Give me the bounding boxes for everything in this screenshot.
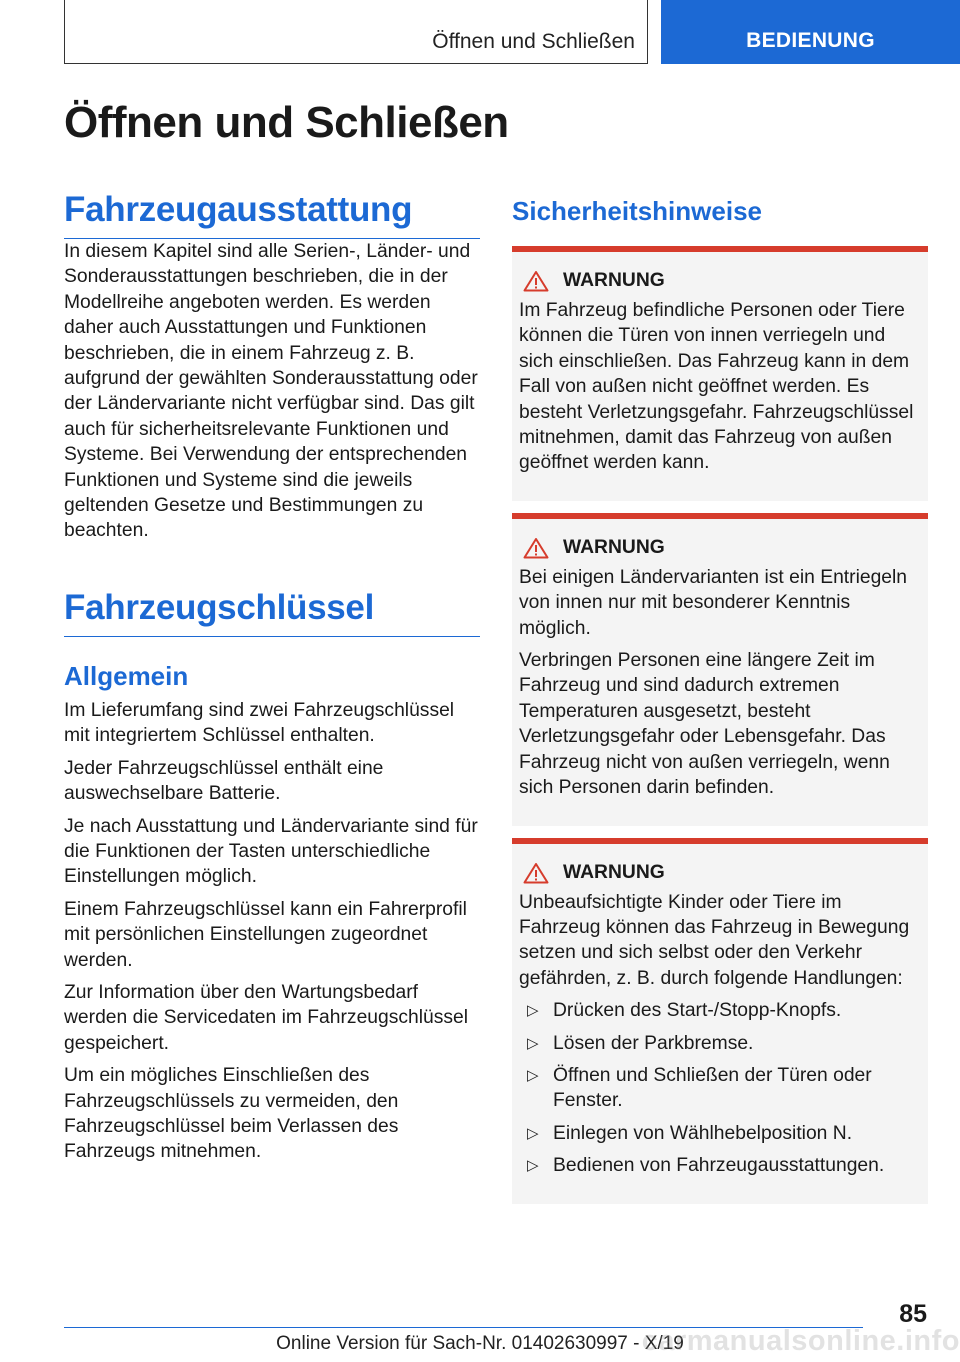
list-item-text: Drücken des Start-/Stopp-Knopfs.: [553, 1000, 842, 1022]
paragraph: Im Lieferumfang sind zwei Fahrzeugschlüssel mit integriertem Schlüssel enthalten.: [64, 699, 455, 747]
heading-fahrzeugausstattung: Fahrzeugausstattung: [64, 190, 480, 239]
list-item: [519, 1153, 922, 1178]
bullet-triangle-icon: ▷: [527, 1157, 539, 1175]
list-item-text: Bedienen von Fahrzeugausstattungen.: [553, 1155, 885, 1177]
heading-sicherheitshinweise: Sicherheitshinweise: [512, 196, 762, 226]
list-item-text: Öffnen und Schließen der Türen oder Fenster.: [553, 1064, 872, 1112]
header-chapter-title: Öffnen und Schließen: [432, 30, 635, 53]
fahrzeugausstattung-text: In diesem Kapitel sind alle Serien-, Länder- und Sonderausstattungen beschrieben, die in der Modellreihe angeboten werden. Es werden daher auch Ausstattungen und Funktionen beschrieben, die in einem Fahrzeug z. B. aufgrund der gewählten Sonderausstattung oder der Ländervariante nicht verfügbar sind. Das gilt auch für sicherheitsrelevante Funktionen und Systeme. Bei Verwendung der entsprechenden Funktionen und Systeme sind die jeweils geltenden Gesetze und Bestimmungen zu beachten.: [64, 241, 478, 542]
warning-text: Unbeaufsichtigte Kinder oder Tiere im Fahrzeug können das Fahrzeug in Bewegung setzen und sich selbst oder den Verkehr gefährden, z. B. durch folgende Handlungen:: [519, 891, 910, 989]
warning-title-text: WARNUNG: [563, 536, 665, 558]
warning-title-text: WARNUNG: [563, 861, 665, 883]
paragraph: Je nach Ausstattung und Ländervariante sind für die Funktionen der Tasten unterschiedliche Einstellungen möglich.: [64, 815, 478, 888]
page-number: 85: [899, 1300, 927, 1328]
bullet-triangle-icon: ▷: [527, 1066, 539, 1084]
list-item-text: Lösen der Parkbremse.: [553, 1032, 754, 1054]
warning-list: [519, 998, 922, 1178]
paragraph: Zur Information über den Wartungsbedarf werden die Servicedaten im Fahrzeugschlüssel gespeichert.: [64, 981, 469, 1054]
warning-triangle-icon: [523, 537, 549, 559]
page-title: Öffnen und Schließen: [64, 98, 509, 147]
list-item: [519, 998, 922, 1023]
paragraph: Einem Fahrzeugschlüssel kann ein Fahrerprofil mit persönlichen Einstellungen zugeordnet werden.: [64, 898, 467, 971]
warning-box: [512, 246, 928, 501]
list-item: [519, 1031, 922, 1056]
warning-title: [519, 270, 922, 292]
warning-text: Im Fahrzeug befindliche Personen oder Tiere können die Türen von innen verriegeln und sich einschließen. Das Fahrzeug kann in dem Fall von außen nicht geöffnet werden. Es besteht Verletzungsgefahr. Fahrzeugschlüssel mitnehmen, damit das Fahrzeug von außen geöffnet werden kann.: [519, 300, 914, 474]
watermark: carmanualsonline.info: [641, 1325, 960, 1357]
warning-triangle-icon: [523, 862, 549, 884]
warning-title-text: WARNUNG: [563, 270, 665, 291]
right-column: [512, 190, 928, 1216]
warning-text: Verbringen Personen eine längere Zeit im Fahrzeug und sind dadurch extremen Temperaturen ausgesetzt, besteht Verletzungsgefahr oder Lebensgefahr. Das Fahrzeug nicht von außen verriegeln, wenn sich Personen darin befinden.: [519, 650, 890, 799]
list-item-text: Einlegen von Wählhebelposition N.: [553, 1122, 853, 1144]
bullet-triangle-icon: ▷: [527, 1002, 539, 1020]
footer-text: Online Version für Sach-Nr. 01402630997 - X/19: [276, 1333, 684, 1354]
list-item: [519, 1063, 922, 1114]
header-section-tab: BEDIENUNG: [661, 0, 960, 64]
warning-text: Bei einigen Ländervarianten ist ein Entriegeln von innen nur mit besonderer Kenntnis möglich.: [519, 566, 908, 639]
warning-triangle-icon: [523, 270, 549, 292]
bullet-triangle-icon: ▷: [527, 1034, 539, 1052]
subheading-allgemein: Allgemein: [64, 660, 189, 691]
header-chapter-tab: [64, 0, 648, 64]
bullet-triangle-icon: ▷: [527, 1124, 539, 1142]
warning-box: [512, 838, 928, 1204]
list-item: [519, 1121, 922, 1146]
warning-title: [519, 537, 922, 559]
paragraph: Jeder Fahrzeugschlüssel enthält eine auswechselbare Batterie.: [64, 757, 384, 805]
warning-title: [519, 862, 922, 884]
heading-fahrzeugschluessel: Fahrzeugschlüssel: [64, 588, 480, 637]
paragraph: Um ein mögliches Einschließen des Fahrzeugschlüssels zu vermeiden, den Fahrzeugschlüssel beim Verlassen des Fahrzeugs mitnehmen.: [64, 1065, 399, 1163]
warning-box: [512, 513, 928, 826]
left-column: [64, 190, 480, 1172]
